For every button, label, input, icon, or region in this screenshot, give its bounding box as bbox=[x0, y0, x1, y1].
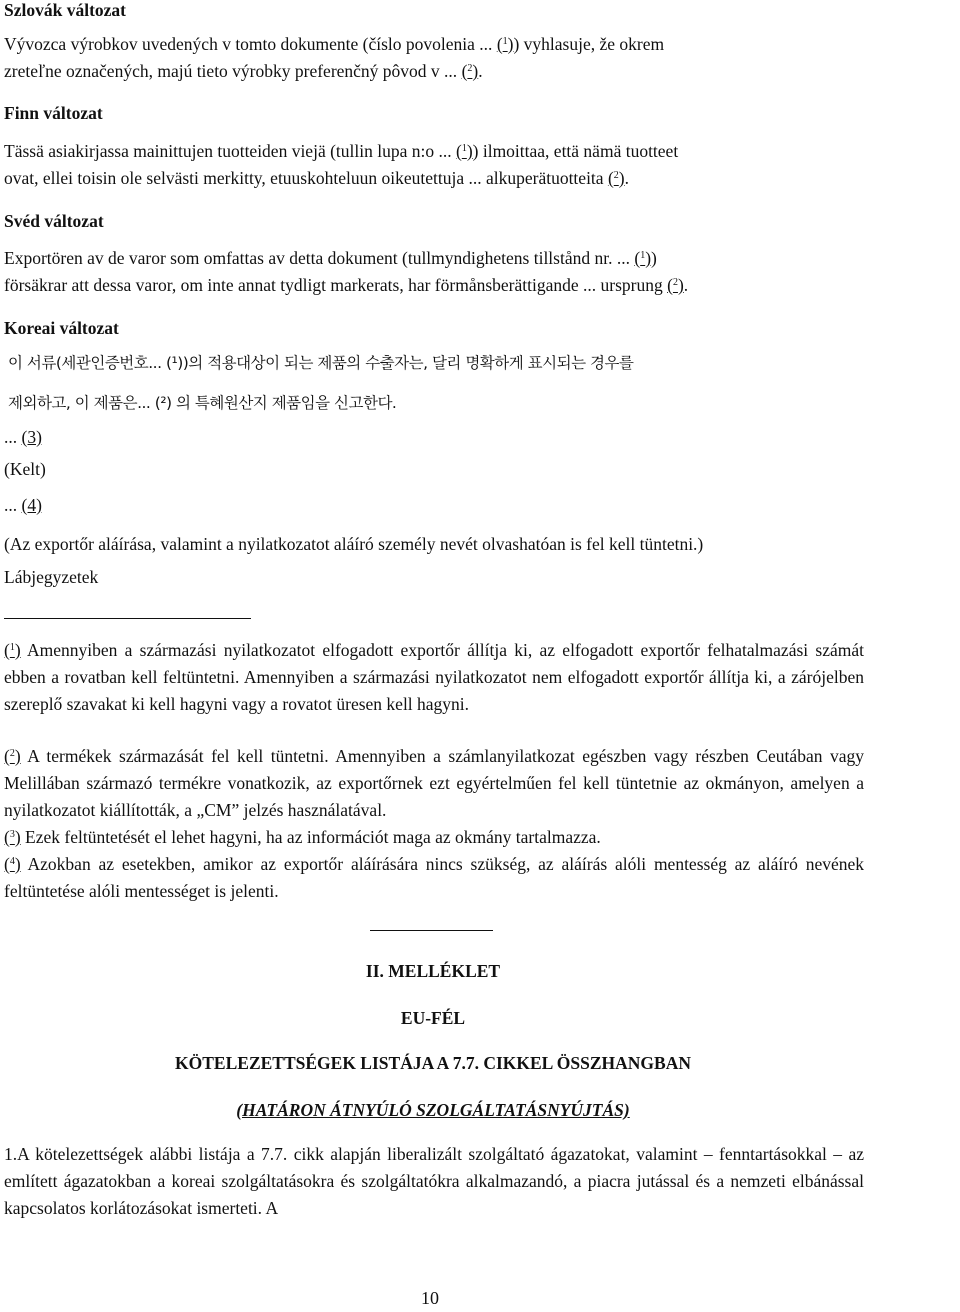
annex-title: II. MELLÉKLET bbox=[365, 961, 501, 981]
footnote-4: ($^4$) Azokban az esetekben, amikor az exportőr aláírására nincs szükség, az aláírás alóli mentesség az aláíró nevének feltüntetése alóli mentességet is jelenti. bbox=[4, 854, 864, 901]
swedish-line-2: försäkrar att dessa varor, om inte annat tydligt markerats, har förmånsberättigande ... ursprung ($^2$). bbox=[4, 275, 689, 295]
finnish-line-1: Tässä asiakirjassa mainittujen tuotteiden viejä (tullin lupa n:o ... ($^1$)) ilmoittaa, että nämä tuotteet bbox=[4, 141, 679, 161]
finnish-line-2: ovat, ellei toisin ole selvästi merkitty, etuuskohteluun oikeutettuja ... alkuperätuotteita ($^2$). bbox=[4, 168, 629, 188]
swedish-line-1: Exportören av de varor som omfattas av detta dokument (tullmyndighetens tillstånd nr. ... ($^1$)) bbox=[4, 248, 657, 268]
footnote-2: ($^2$) A termékek származását fel kell tüntetni. Amennyiben a számlanyilatkozat egészben vagy részben Ceutában vagy Melillában származó termékre vonatkozik, az exportőrnek ezt egyértelműen fel kell tüntetnie az okmányon, amelyen a nyilatkozatot kiállították, a „CM” jelzés használatával. bbox=[4, 746, 864, 820]
korean-heading: Koreai változat bbox=[4, 318, 119, 338]
footnote-1: ($^1$) Amennyiben a származási nyilatkozatot elfogadott exportőr állítja ki, az elfogadott exportőr felhatalmazási számát ebben a rovatban kell feltüntetni. Amennyiben a származási nyilatkozatot nem elfogadott exportőr állítja ki, a zárójelben szereplő szavakat ki kell hagyni vagy a rovatot üresen kell hagyni. bbox=[4, 640, 864, 714]
annex-heading: KÖTELEZETTSÉGEK LISTÁJA A 7.7. CIKKEL ÖSSZHANGBAN bbox=[175, 1053, 691, 1073]
annex-subtitle: EU-FÉL bbox=[400, 1008, 466, 1028]
place-line: ... (3) bbox=[4, 427, 42, 447]
signature-line: ... (4) bbox=[4, 495, 42, 515]
footnote-separator bbox=[4, 618, 251, 619]
annex-subheading: (HATÁRON ÁTNYÚLÓ SZOLGÁLTATÁSNYÚJTÁS) bbox=[236, 1100, 630, 1120]
date-label: (Kelt) bbox=[4, 459, 46, 479]
footnote-3: ($^3$) Ezek feltüntetését el lehet hagyni, ha az információt maga az okmány tartalmazza. bbox=[4, 827, 601, 847]
korean-line-2: 제외하고, 이 제품은... (²) 의 특혜원산지 제품임을 신고한다. bbox=[8, 394, 397, 412]
section-separator bbox=[370, 930, 493, 931]
annex-paragraph-1: 1.A kötelezettségek alábbi listája a 7.7. cikk alapján liberalizált szolgáltató ágazatokat, valamint – fenntartásokkal – az említett ágazatokban a koreai szolgáltatásokra és szolgáltatókra alkalmazandó, a piacra jutással és a nemzeti elbánással kapcsolatos korlátozásokat ismerteti. A bbox=[4, 1144, 864, 1218]
slovak-heading: Szlovák változat bbox=[4, 0, 127, 20]
footnotes-title: Lábjegyzetek bbox=[4, 567, 99, 587]
finnish-heading: Finn változat bbox=[4, 103, 103, 123]
korean-line-1: 이 서류(세관인증번호... (¹))의 적용대상이 되는 제품의 수출자는, 달리 명확하게 표시되는 경우를 bbox=[8, 354, 634, 372]
signature-note: (Az exportőr aláírása, valamint a nyilatkozatot aláíró személy nevét olvashatóan is fel kell tüntetni.) bbox=[4, 534, 704, 554]
slovak-line-2: zreteľne označených, majú tieto výrobky preferenčný pôvod v ... ($^2$). bbox=[4, 61, 483, 81]
swedish-heading: Svéd változat bbox=[4, 211, 104, 231]
page-number: 10 bbox=[421, 1288, 439, 1308]
slovak-line-1: Vývozca výrobkov uvedených v tomto dokumente (číslo povolenia ... ($^1$)) vyhlasuje, že okrem bbox=[4, 34, 665, 54]
